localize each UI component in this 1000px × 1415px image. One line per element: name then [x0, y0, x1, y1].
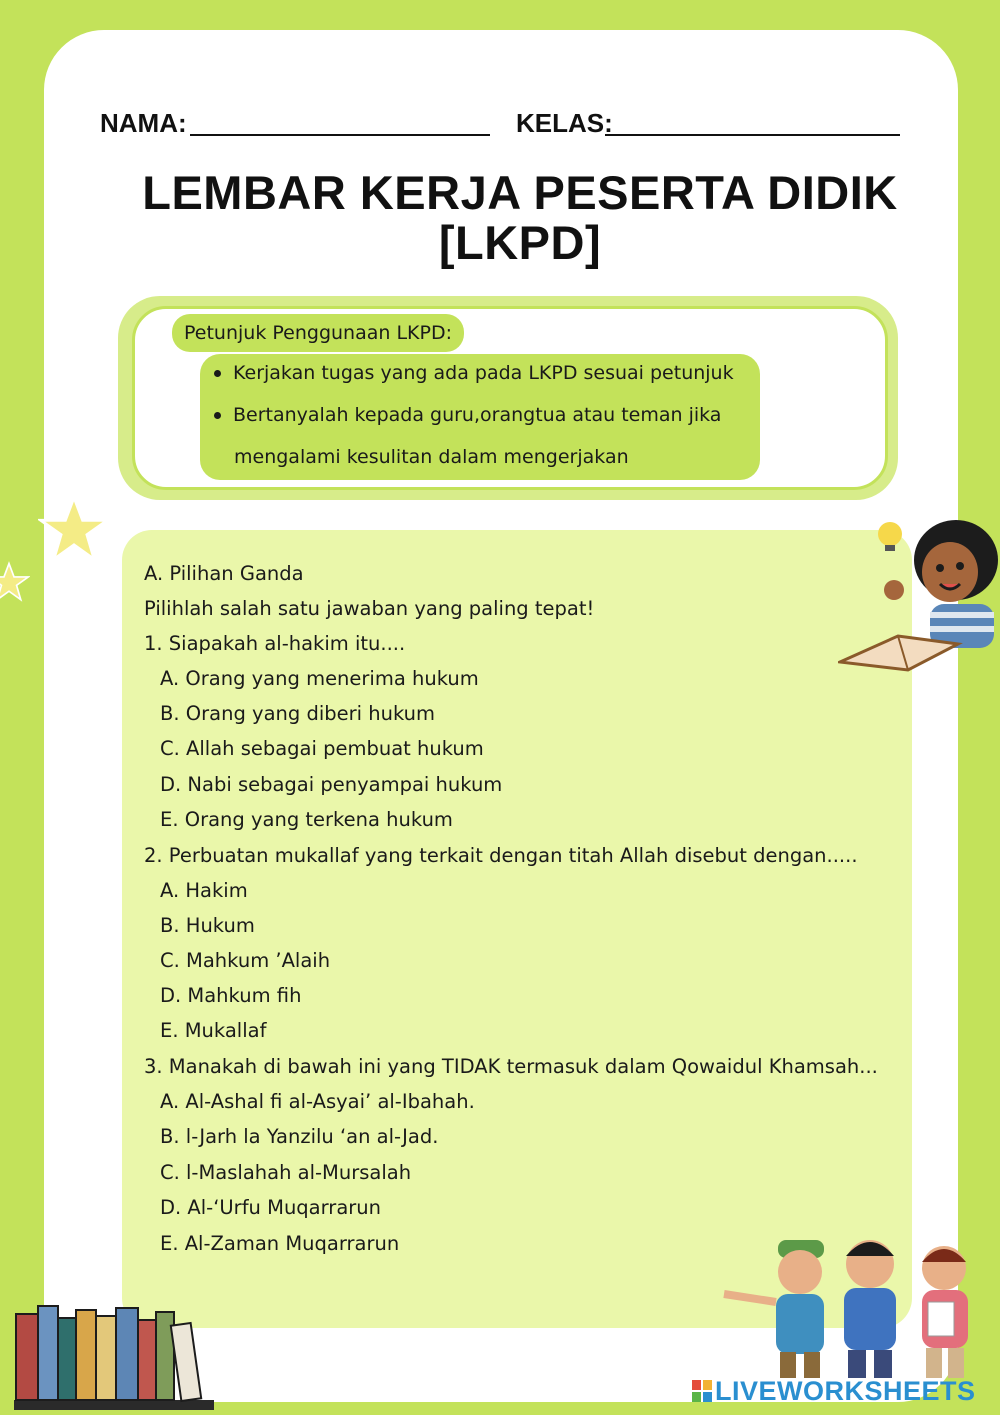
- answer-option[interactable]: C. l-Maslahah al-Mursalah: [160, 1161, 412, 1184]
- student-info-row: [100, 108, 900, 140]
- answer-option[interactable]: D. Nabi sebagai penyampai hukum: [160, 773, 503, 796]
- answer-option[interactable]: B. Orang yang diberi hukum: [160, 702, 436, 725]
- title-line-1: LEMBAR KERJA PESERTA DIDIK: [142, 166, 898, 219]
- page-title: [120, 168, 920, 268]
- children-illustration: [718, 1232, 994, 1382]
- instruction-item: Bertanyalah kepada guru,orangtua atau teman jika: [214, 404, 721, 426]
- girl-reading-illustration: [838, 512, 998, 672]
- answer-option[interactable]: E. Mukallaf: [160, 1019, 267, 1042]
- kelas-label: KELAS:: [516, 108, 613, 138]
- liveworksheets-logo[interactable]: [692, 1376, 976, 1407]
- instruction-item: Kerjakan tugas yang ada pada LKPD sesuai petunjuk: [214, 362, 734, 384]
- answer-option[interactable]: D. Mahkum fih: [160, 984, 302, 1007]
- answer-option[interactable]: E. Orang yang terkena hukum: [160, 808, 453, 831]
- section-heading: A. Pilihan Ganda: [144, 562, 304, 585]
- title-line-2: [LKPD]: [438, 216, 602, 269]
- answer-option[interactable]: C. Allah sebagai pembuat hukum: [160, 737, 484, 760]
- nama-label: NAMA:: [100, 108, 187, 138]
- answer-option[interactable]: A. Al-Ashal fi al-Asyai’ al-Ibahah.: [160, 1090, 475, 1113]
- answer-option[interactable]: A. Orang yang menerima hukum: [160, 667, 479, 690]
- instruction-item-continuation: mengalami kesulitan dalam mengerjakan: [234, 446, 629, 468]
- kelas-input-line[interactable]: [605, 134, 900, 136]
- nama-input-line[interactable]: [190, 134, 490, 136]
- liveworksheets-logo-icon: [692, 1380, 712, 1402]
- star-icon: [38, 494, 110, 564]
- answer-option[interactable]: C. Mahkum ’Alaih: [160, 949, 331, 972]
- answer-option[interactable]: B. Hukum: [160, 914, 255, 937]
- answer-option[interactable]: A. Hakim: [160, 879, 248, 902]
- answer-option[interactable]: B. l-Jarh la Yanzilu ‘an al-Jad.: [160, 1125, 439, 1148]
- answer-option[interactable]: E. Al-Zaman Muqarrarun: [160, 1232, 400, 1255]
- answer-option[interactable]: D. Al-‘Urfu Muqarrarun: [160, 1196, 382, 1219]
- instructions-list: [200, 354, 760, 480]
- section-directive: Pilihlah salah satu jawaban yang paling tepat!: [144, 597, 595, 620]
- liveworksheets-logo-text: LIVEWORKSHEETS: [715, 1376, 976, 1406]
- question-2: 2. Perbuatan mukallaf yang terkait dengan titah Allah disebut dengan.....: [144, 844, 858, 867]
- lightbulb-icon: [878, 522, 902, 546]
- question-1: 1. Siapakah al-hakim itu....: [144, 632, 406, 655]
- bullet-icon: [214, 370, 221, 377]
- instructions-heading: Petunjuk Penggunaan LKPD:: [172, 314, 464, 352]
- books-illustration: [10, 1300, 220, 1412]
- question-3: 3. Manakah di bawah ini yang TIDAK termasuk dalam Qowaidul Khamsah...: [144, 1055, 878, 1078]
- bullet-icon: [214, 412, 221, 419]
- star-icon: [0, 556, 30, 608]
